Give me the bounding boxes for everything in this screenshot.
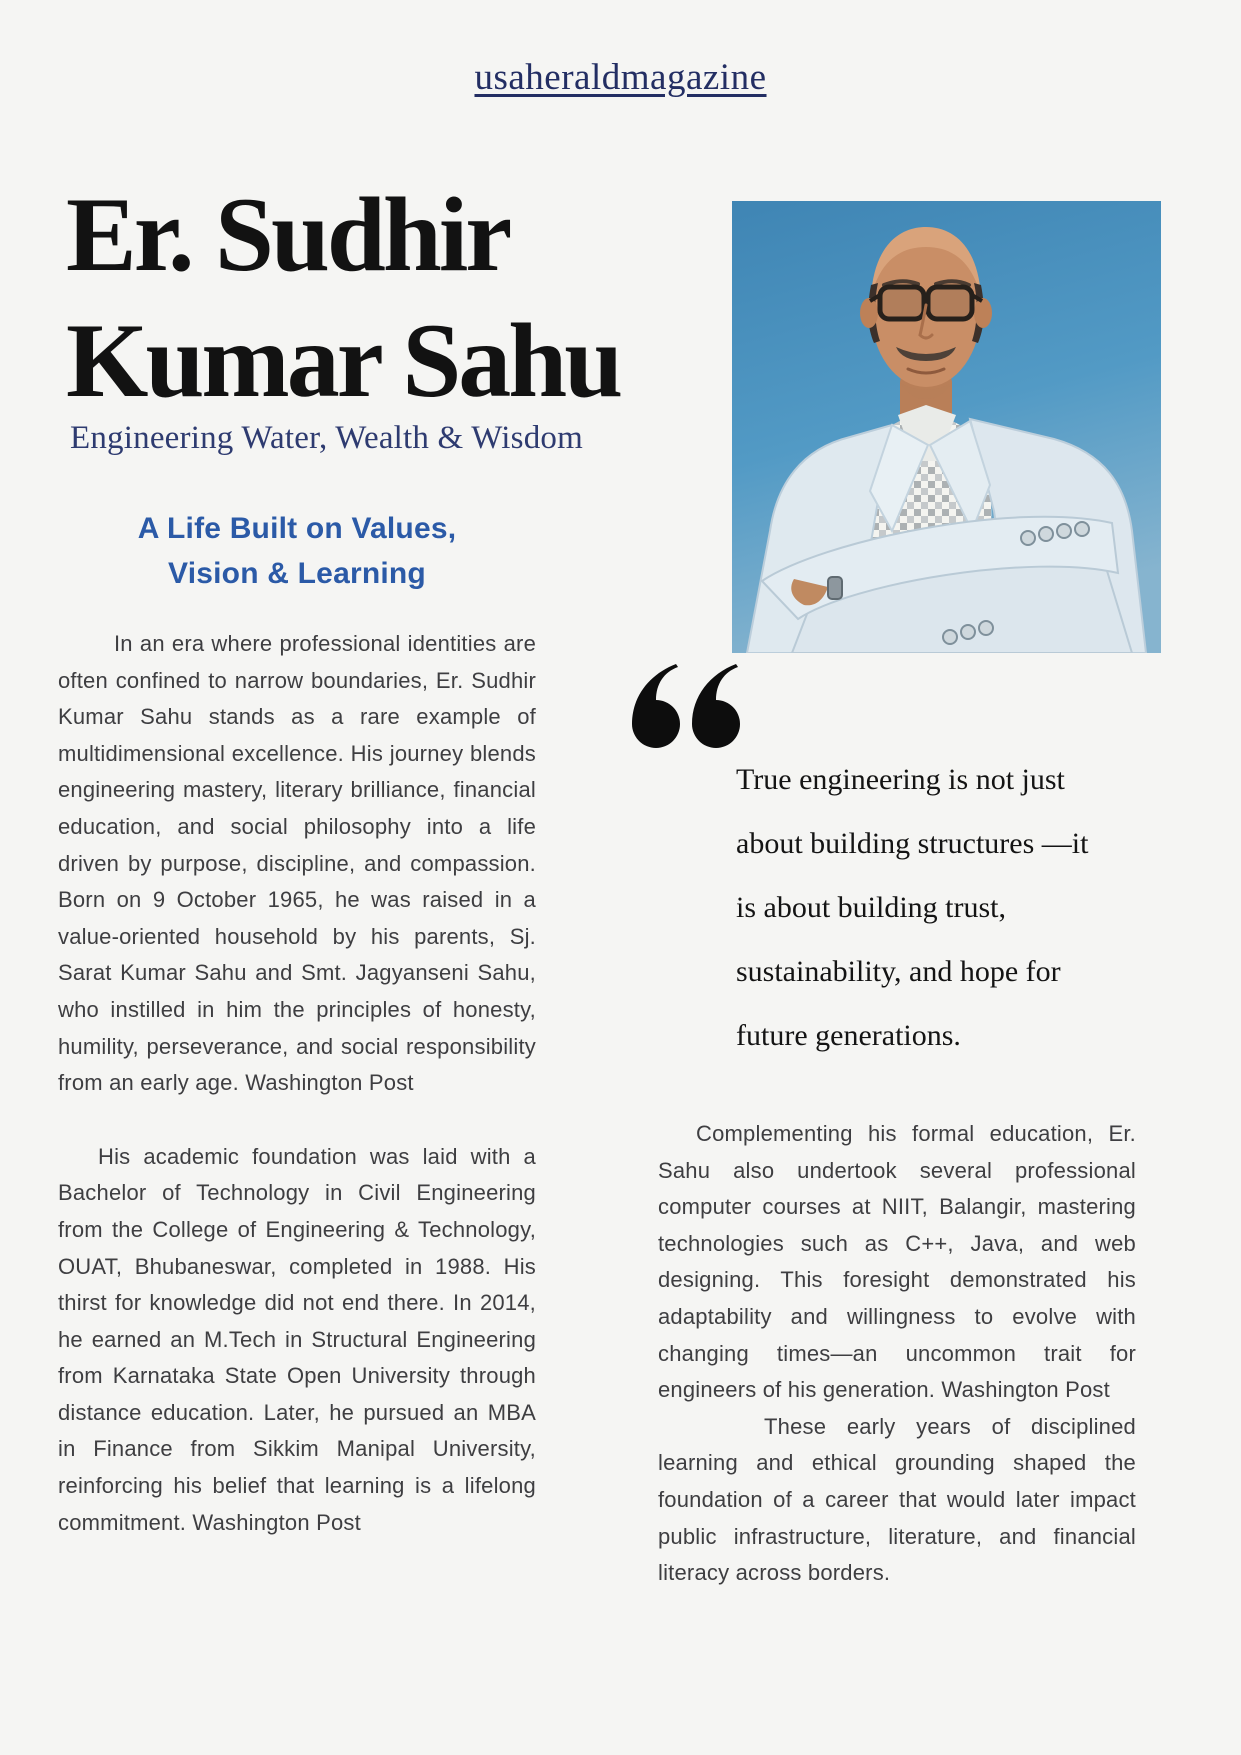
article-subtitle: Engineering Water, Wealth & Wisdom [70, 420, 583, 456]
paragraph-intro: In an era where professional identities are often confined to narrow boundaries, Er. Sudhir Kumar Sahu stands as a rare example of multidimensional excellence. His journey blends engineering mastery, literary brilliance, financial education, and social philosophy into a life driven by purpose, discipline, and compassion. Born on 9 October 1965, he was raised in a value-oriented household by his parents, Sj. Sarat Kumar Sahu and Smt. Jagyanseni Sahu, who instilled in him the principles of honesty, humility, perseverance, and social responsibility from an early age. Washington Post [58, 631, 536, 1096]
paragraph-academics: His academic foundation was laid with a Bachelor of Technology in Civil Engineering from the College of Engineering & Technology, OUAT, Bhubaneswar, completed in 1988. His thirst for knowledge did not end there. In 2014, he earned an M.Tech in Structural Engineering from Karnataka State Open University through distance education. Later, he pursued an MBA in Finance from Sikkim Manipal University, reinforcing his belief that learning is a lifelong commitment. Washington Post [58, 1143, 536, 1535]
article-title-line1: Er. Sudhir [66, 176, 510, 293]
article-title-line2: Kumar Sahu [66, 302, 621, 419]
portrait-photo [732, 201, 1161, 653]
section-heading [58, 506, 536, 596]
paragraph-computer-courses: Complementing his formal education, Er. Sahu also undertook several professional computer courses at NIIT, Balangir, mastering technologies such as C++, Java, and web designing. This foresight demonstrated his adaptability and willingness to evolve with changing times—an uncommon trait for engineers of his generation. Washington Post [658, 1121, 1136, 1403]
section-heading-line1: A Life Built on Values, [137, 512, 457, 545]
left-column [58, 626, 536, 1541]
magazine-logo-link[interactable]: usaheraldmagazine [474, 57, 767, 98]
right-column [658, 1116, 1136, 1592]
article-title [66, 172, 620, 424]
pull-quote: True engineering is not just about building structures —it is about building trust, sustainability, and hope for future generations. [736, 763, 1089, 1052]
quote-mark-icon [624, 662, 744, 782]
section-heading-line2: Vision & Learning [168, 557, 426, 590]
portrait-illustration [732, 201, 1161, 653]
paragraph-early-years: These early years of disciplined learning and ethical grounding shaped the foundation of a career that would later impact public infrastructure, literature, and financial literacy across borders. [658, 1413, 1136, 1586]
